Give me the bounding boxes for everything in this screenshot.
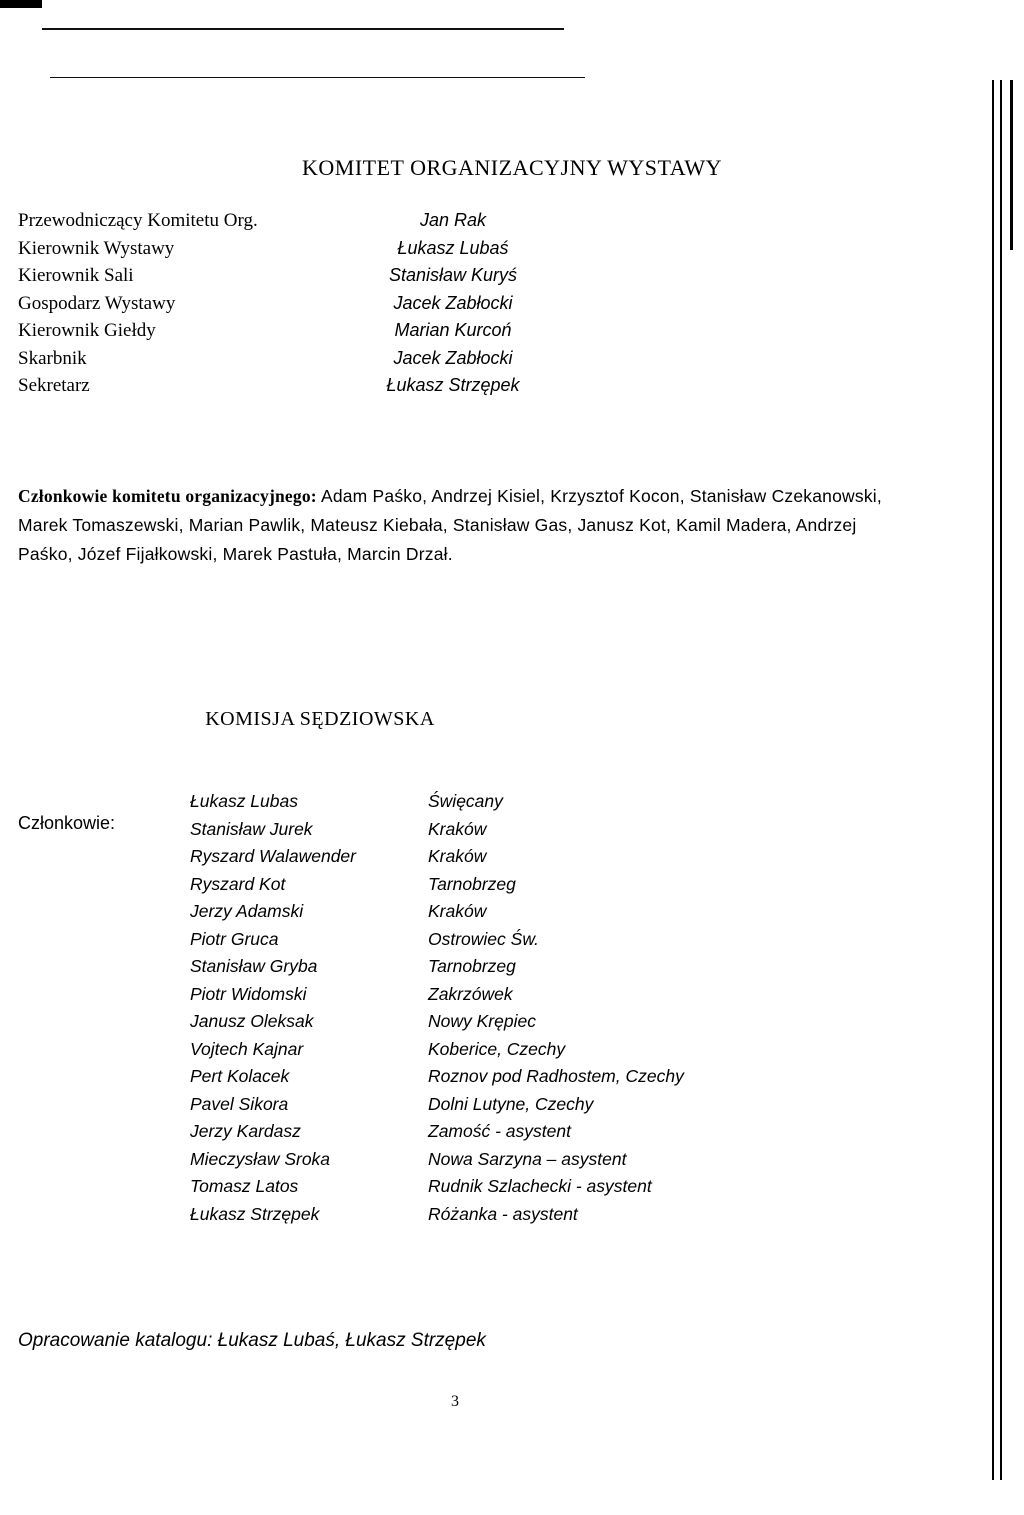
jury-row bbox=[190, 953, 790, 981]
role-person: Łukasz Lubaś bbox=[397, 237, 509, 258]
jury-name: Janusz Oleksak bbox=[190, 1011, 314, 1031]
role-row bbox=[18, 290, 658, 318]
jury-name: Stanisław Gryba bbox=[190, 956, 318, 976]
catalog-credit: Opracowanie katalogu: Łukasz Lubaś, Łukasz Strzępek bbox=[18, 1330, 486, 1351]
jury-row bbox=[190, 1063, 790, 1091]
jury-place: Nowy Krępiec bbox=[428, 1011, 536, 1031]
role-person: Jacek Zabłocki bbox=[393, 292, 513, 313]
jury-row bbox=[190, 1008, 790, 1036]
jury-name: Jerzy Kardasz bbox=[190, 1121, 301, 1141]
jury-name: Jerzy Adamski bbox=[190, 901, 304, 921]
jury-name: Łukasz Strzępek bbox=[190, 1203, 320, 1224]
jury-place: Dolni Lutyne, Czechy bbox=[428, 1093, 594, 1114]
jury-row bbox=[190, 788, 790, 816]
jury-row bbox=[190, 898, 790, 926]
jury-row bbox=[190, 926, 790, 954]
jury-name: Łukasz Lubas bbox=[190, 791, 298, 811]
jury-row bbox=[190, 843, 790, 871]
jury-row bbox=[190, 816, 790, 844]
jury-place: Koberice, Czechy bbox=[428, 1038, 566, 1059]
jury-title: KOMISJA SĘDZIOWSKA bbox=[205, 708, 435, 730]
role-row bbox=[18, 262, 658, 290]
top-rule-1 bbox=[42, 28, 564, 30]
jury-row bbox=[190, 1036, 790, 1064]
jury-row bbox=[190, 1091, 790, 1119]
right-edge-line-2 bbox=[1000, 80, 1002, 1480]
jury-name: Ryszard Walawender bbox=[190, 846, 356, 866]
role-label: Sekretarz bbox=[18, 375, 90, 396]
jury-name: Stanisław Jurek bbox=[190, 818, 313, 839]
role-person: Marian Kurcoń bbox=[394, 320, 512, 340]
jury-row bbox=[190, 981, 790, 1009]
jury-name: Ryszard Kot bbox=[190, 873, 286, 894]
jury-row bbox=[190, 1146, 790, 1174]
jury-row bbox=[190, 1173, 790, 1201]
jury-name: Pert Kolacek bbox=[190, 1066, 290, 1086]
right-edge-line-1 bbox=[992, 80, 994, 1480]
role-label: Kierownik Wystawy bbox=[18, 237, 175, 259]
scan-corner-mark bbox=[0, 0, 42, 8]
role-row bbox=[18, 207, 658, 235]
role-person: Jan Rak bbox=[419, 210, 487, 230]
jury-members-label: Członkowie: bbox=[18, 813, 116, 833]
role-label: Kierownik Sali bbox=[18, 265, 134, 286]
jury-name: Tomasz Latos bbox=[190, 1176, 299, 1196]
jury-place: Tarnobrzeg bbox=[428, 873, 516, 894]
role-label: Gospodarz Wystawy bbox=[18, 292, 176, 314]
jury-row bbox=[190, 1118, 790, 1146]
role-row bbox=[18, 372, 658, 400]
role-label: Kierownik Giełdy bbox=[18, 320, 156, 341]
role-row bbox=[18, 235, 658, 263]
jury-place: Różanka - asystent bbox=[428, 1203, 578, 1224]
jury-place: Kraków bbox=[428, 846, 487, 866]
jury-place: Zakrzówek bbox=[428, 983, 513, 1004]
jury-name: Vojtech Kajnar bbox=[190, 1038, 304, 1059]
role-person: Jacek Zabłocki bbox=[393, 347, 513, 368]
role-person: Stanisław Kuryś bbox=[388, 265, 518, 285]
jury-place: Roznov pod Radhostem, Czechy bbox=[428, 1066, 684, 1086]
jury-name: Mieczysław Sroka bbox=[190, 1148, 331, 1169]
jury-place: Nowa Sarzyna – asystent bbox=[428, 1148, 627, 1169]
top-rule-2 bbox=[50, 77, 585, 78]
role-label: Skarbnik bbox=[18, 347, 87, 369]
jury-place: Kraków bbox=[428, 818, 487, 839]
jury-members bbox=[190, 788, 790, 1228]
jury-row bbox=[190, 1201, 790, 1229]
jury-row bbox=[190, 871, 790, 899]
committee-members-list: Adam Paśko, Andrzej Kisiel, Krzysztof Kocon, Stanisław Czekanowski, Marek Tomaszewski, Marian Pawlik, Mateusz Kiebała, Stanisław Gas, Janusz Kot, Kamil Madera, Andrzej Paśko, Józef Fijałkowski, Marek Pastuła, Marcin Drzał. bbox=[18, 486, 882, 564]
committee-members-paragraph bbox=[18, 482, 898, 569]
role-person: Łukasz Strzępek bbox=[386, 375, 520, 395]
role-label: Przewodniczący Komitetu Org. bbox=[18, 210, 258, 231]
jury-name: Piotr Widomski bbox=[190, 983, 307, 1004]
jury-name: Pavel Sikora bbox=[190, 1093, 289, 1114]
jury-place: Święcany bbox=[428, 791, 503, 811]
jury-place: Zamość - asystent bbox=[428, 1121, 571, 1141]
committee-members-label: Członkowie komitetu organizacyjnego: bbox=[18, 486, 317, 506]
jury-place: Kraków bbox=[428, 901, 487, 921]
page-number: 3 bbox=[451, 1393, 459, 1410]
jury-place: Ostrowiec Św. bbox=[428, 928, 539, 949]
jury-name: Piotr Gruca bbox=[190, 928, 279, 949]
committee-roles bbox=[18, 207, 658, 400]
jury-place: Rudnik Szlachecki - asystent bbox=[428, 1176, 652, 1196]
role-row bbox=[18, 345, 658, 373]
jury-place: Tarnobrzeg bbox=[428, 956, 516, 976]
role-row bbox=[18, 317, 658, 345]
committee-title: KOMITET ORGANIZACYJNY WYSTAWY bbox=[302, 155, 722, 180]
